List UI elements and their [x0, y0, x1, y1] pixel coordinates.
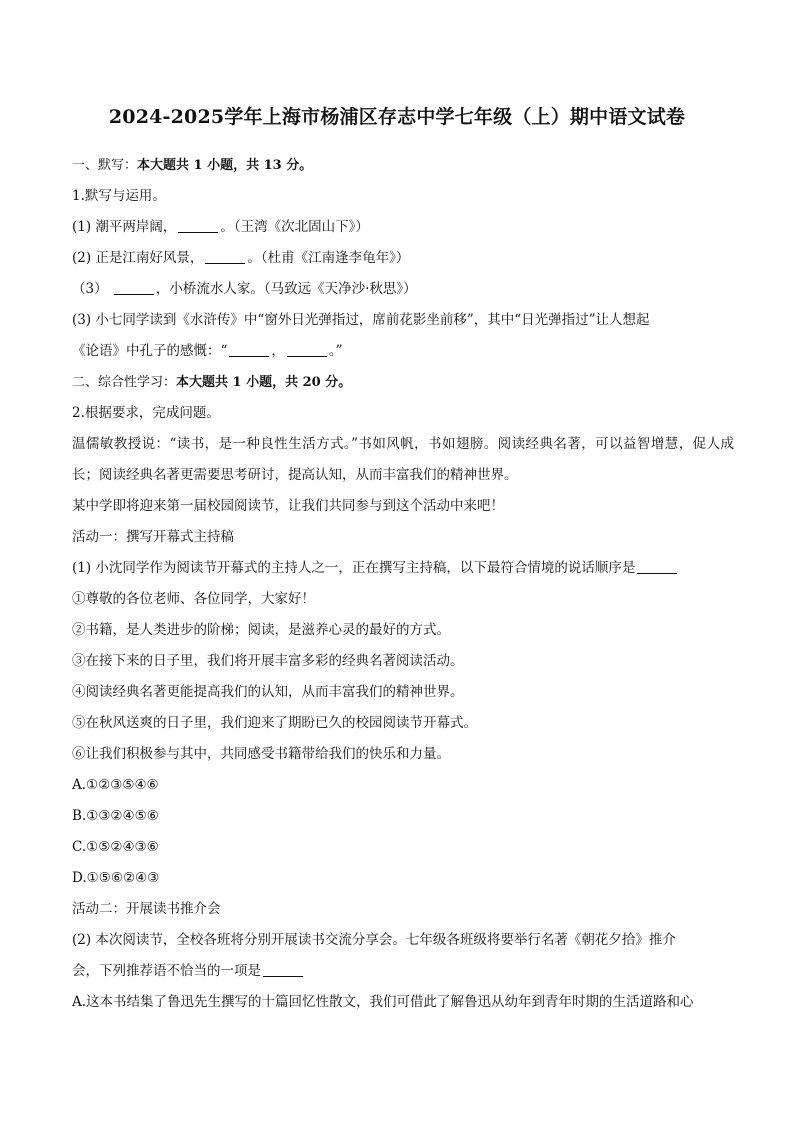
answer-blank[interactable] — [637, 559, 677, 574]
answer-blank[interactable] — [178, 218, 218, 233]
q2-sub-2: (2) 本次阅读节，全校各班将分别开展读书交流分享会。七年级各班级将要举行名著《朝花夕拾》推介 — [72, 932, 676, 948]
answer-blank[interactable] — [114, 280, 154, 295]
page-title: 2024-2025学年上海市杨浦区存志中学七年级（上）期中语文试卷 — [108, 106, 686, 128]
q1-item-4-cont-text: 《论语》中孔子的感慨：“ — [72, 343, 228, 359]
sentence-1: ①尊敬的各位老师、各位同学，大家好！ — [72, 591, 315, 607]
q1-item-1-source: 。（王湾《次北固山下》） — [220, 219, 369, 235]
section-1-info: 本大题共 1 小题，共 13 分。 — [137, 158, 313, 173]
q2-sub-1-text: (1) 小沈同学作为阅读节开幕式的主持人之一，正在撰写主持稿，以下最符合情境的说话顺序是 — [72, 560, 636, 576]
activity-2-heading: 活动二：开展读书推介会 — [72, 901, 221, 917]
option-a[interactable]: A.①②③⑤④⑥ — [72, 777, 159, 793]
answer-blank[interactable] — [263, 962, 303, 977]
sentence-5: ⑤在秋风送爽的日子里，我们迎来了期盼已久的校园阅读节开幕式。 — [72, 715, 477, 731]
q1-item-3 — [72, 274, 734, 305]
q1-item-2-text: (2) 正是江南好风景， — [72, 250, 204, 266]
option-b[interactable]: B.①③②④⑤⑥ — [72, 808, 159, 824]
q2-paragraph-2: 某中学即将迎来第一届校园阅读节，让我们共同参与到这个活动中来吧！ — [72, 498, 504, 514]
sentence-4: ④阅读经典名著更能提高我们的认知，从而丰富我们的精神世界。 — [72, 684, 464, 700]
activity-1-heading: 活动一：撰写开幕式主持稿 — [72, 529, 234, 545]
section-1-heading — [72, 150, 734, 181]
sentence-3: ③在接下来的日子里，我们将开展丰富多彩的经典名著阅读活动。 — [72, 653, 464, 669]
sentence-2: ②书籍，是人类进步的阶梯；阅读，是滋养心灵的最好的方式。 — [72, 622, 450, 638]
q1-item-2 — [72, 243, 734, 274]
q2-paragraph-1: 温儒敏教授说：“读书，是一种良性生活方式。”书如风帆，书如翅膀。阅读经典名著，可以益智增慧，促人成长；阅读经典名著更需要思考研讨，提高认知，从而丰富我们的精神世界。 — [72, 436, 734, 483]
answer-blank[interactable] — [229, 342, 269, 357]
section-2-prefix: 二、综合性学习： — [72, 375, 177, 390]
sentence-6: ⑥让我们积极参与其中，共同感受书籍带给我们的快乐和力量。 — [72, 746, 450, 762]
section-2-heading — [72, 367, 734, 398]
q1-item-3-text: ，小桥流水人家。（马致远《天净沙·秋思》） — [155, 281, 417, 297]
q1-item-4-cont — [72, 336, 734, 367]
q1-item-2-source: 。（杜甫《江南逢李龟年》） — [247, 250, 410, 266]
option-c[interactable]: C.①⑤②④③⑥ — [72, 839, 159, 855]
q1-item-4: (3) 小七同学读到《水浒传》中“窗外日光弹指过，席前花影坐前移”，其中“日光弹指过”让人想起 — [72, 312, 650, 328]
answer-blank[interactable] — [287, 342, 327, 357]
q1-item-3-number: （3） — [72, 281, 108, 297]
section-1-prefix: 一、默写： — [72, 158, 138, 173]
q1-item-1 — [72, 212, 734, 243]
section-2-info: 本大题共 1 小题，共 20 分。 — [176, 375, 352, 390]
option-d[interactable]: D.①⑤⑥②④③ — [72, 870, 160, 886]
q1-item-4-comma: ， — [271, 343, 285, 359]
q2-stem: 2.根据要求，完成问题。 — [72, 405, 220, 421]
q1-item-4-end: 。” — [328, 343, 343, 359]
q2-sub-2-cont — [72, 956, 734, 987]
q1-stem: 1.默写与运用。 — [72, 188, 166, 204]
q1-item-1-text: (1) 潮平两岸阔， — [72, 219, 177, 235]
q2-sub-1 — [72, 553, 734, 584]
answer-blank[interactable] — [205, 249, 245, 264]
q2-sub-2-option-a[interactable]: A.这本书结集了鲁迅先生撰写的十篇回忆性散文，我们可借此了解鲁迅从幼年到青年时期的生活道路和心 — [72, 994, 694, 1010]
q2-sub-2-cont-text: 会，下列推荐语不恰当的一项是 — [72, 963, 261, 979]
